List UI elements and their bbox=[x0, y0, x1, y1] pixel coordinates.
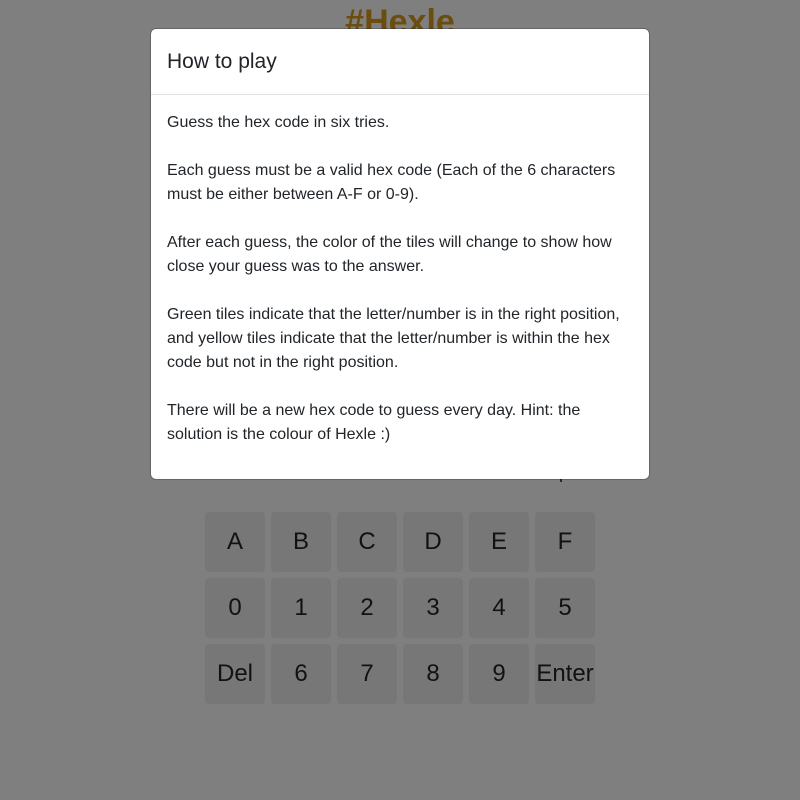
rule-paragraph: Each guess must be a valid hex code (Each of the 6 characters must be either between A-F or 0-9). bbox=[167, 162, 616, 203]
rule-paragraph: Guess the hex code in six tries. bbox=[167, 114, 390, 131]
modal-title: How to play bbox=[167, 49, 277, 73]
how-to-play-modal bbox=[151, 29, 649, 479]
rule-paragraph: After each guess, the color of the tiles will change to show how close your guess was to the answer. bbox=[167, 234, 612, 275]
rule-paragraph: Green tiles indicate that the letter/number is in the right position, and yellow tiles indicate that the letter/number is within the hex code but not in the right position. bbox=[167, 306, 620, 371]
modal-header bbox=[151, 29, 649, 95]
modal-body bbox=[151, 95, 649, 463]
rule-paragraph: There will be a new hex code to guess every day. Hint: the solution is the colour of Hexle :) bbox=[167, 402, 581, 443]
